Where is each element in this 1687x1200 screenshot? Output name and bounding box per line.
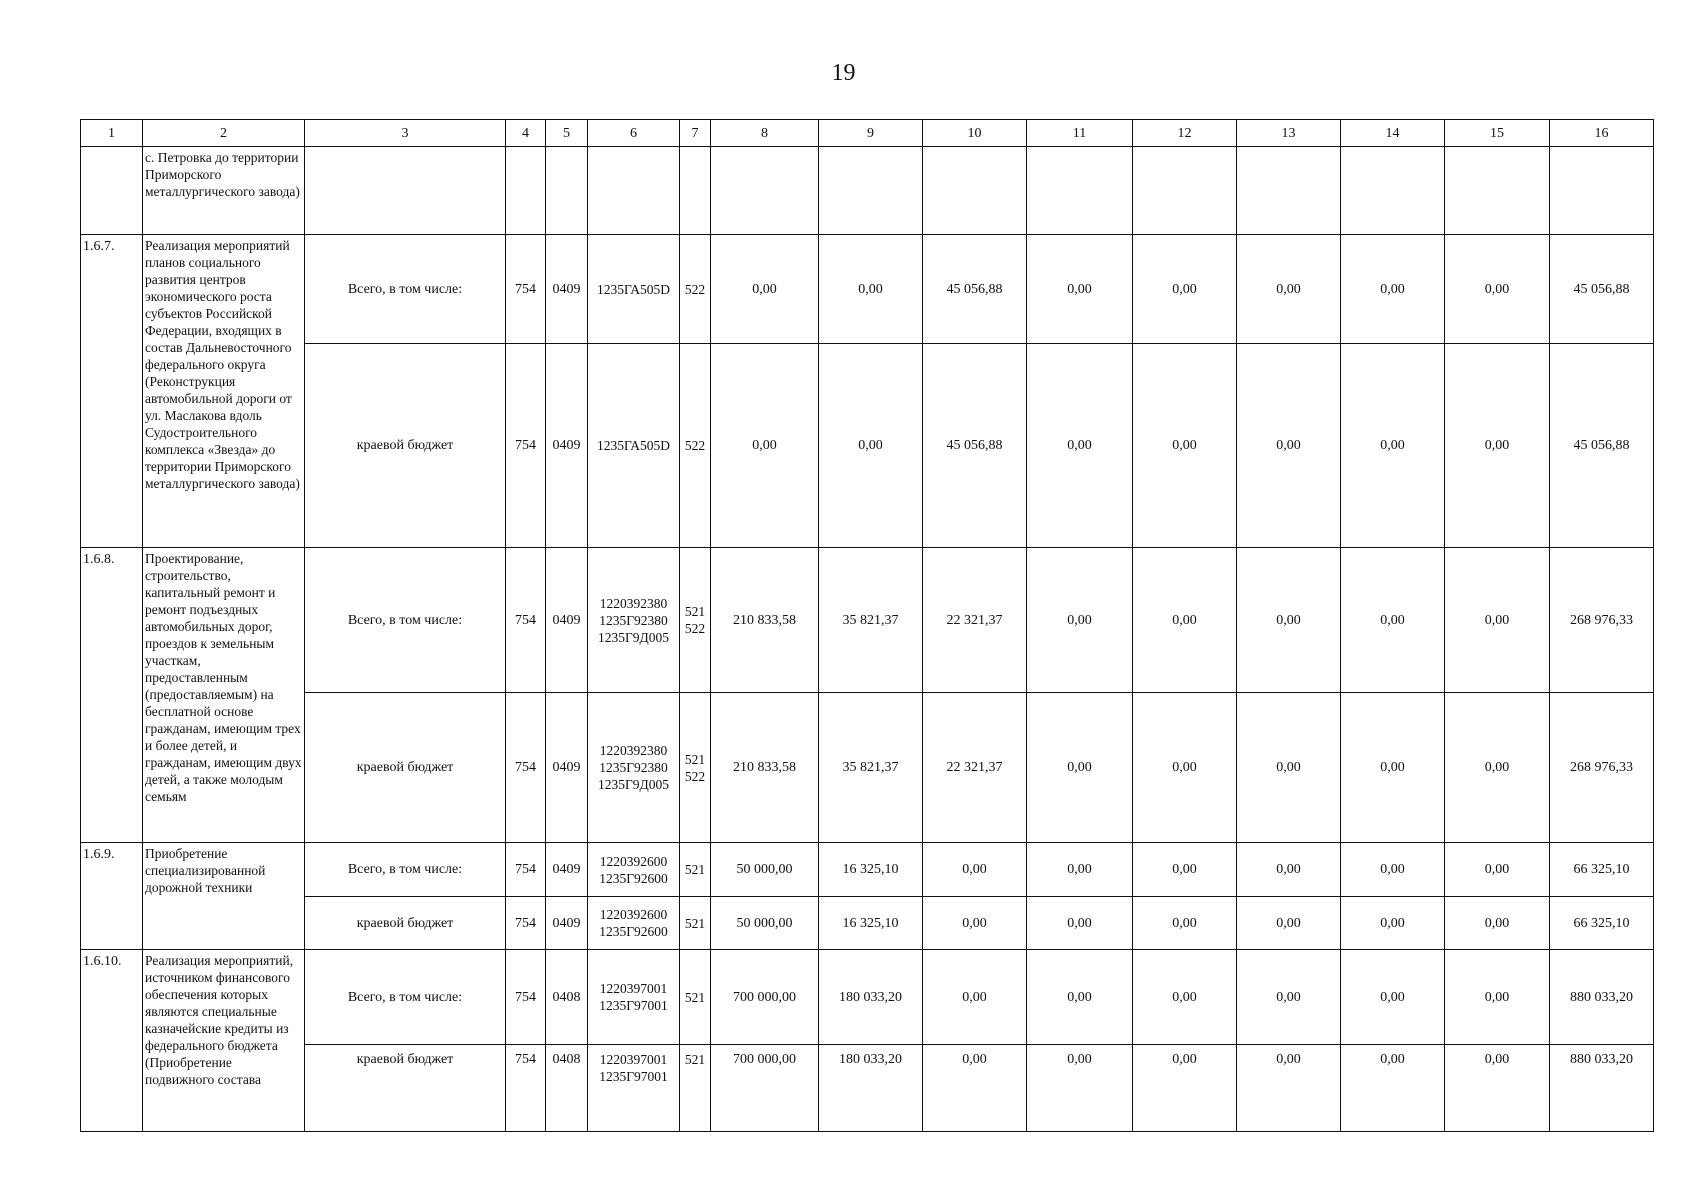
item-description: Проектирование, строительство, капитальный ремонт и ремонт подъездных автомобильных дорог, проездов к земельным участкам, предоставленным (предоставляемым) на бесплатной основе гражданам, имеющим трех и более детей, и гражданам, имеющим двух детей, а также молодым семьям — [143, 548, 305, 843]
amount-cell: 0,00 — [1237, 1045, 1341, 1132]
amount-cell: 16 325,10 — [819, 843, 923, 897]
amount-cell: 45 056,88 — [1550, 344, 1654, 548]
amount-cell: 0,00 — [1133, 235, 1237, 344]
target-article-code: 1220392380 — [599, 743, 668, 758]
column-number: 6 — [588, 120, 680, 147]
column-number: 15 — [1445, 120, 1550, 147]
target-article-code: 1235Г92380 — [599, 760, 668, 775]
amount-cell: 0,00 — [1237, 897, 1341, 950]
amount-cell: 880 033,20 — [1550, 1045, 1654, 1132]
target-article-code: 1220392600 — [599, 853, 668, 869]
column-number: 2 — [143, 120, 305, 147]
amount-cell: 0,00 — [1237, 843, 1341, 897]
funding-source: краевой бюджет — [305, 693, 506, 843]
table-row — [81, 147, 1654, 235]
target-article-code: 1235Г92600 — [599, 870, 668, 886]
amount-cell: 0,00 — [1027, 548, 1133, 693]
amount-cell: 50 000,00 — [711, 897, 819, 950]
empty-cell — [1133, 147, 1237, 235]
column-number: 12 — [1133, 120, 1237, 147]
amount-cell: 0,00 — [1445, 1045, 1550, 1132]
item-number: 1.6.10. — [81, 950, 143, 1132]
item-description: Реализация мероприятий, источником финансового обеспечения которых являются специальные казначейские кредиты из федерального бюджета (Приобретение подвижного состава — [143, 950, 305, 1132]
target-article-code: 1220397001 — [599, 1052, 668, 1067]
amount-cell: 0,00 — [1341, 950, 1445, 1045]
section-code: 0409 — [546, 843, 588, 897]
empty-cell — [1445, 147, 1550, 235]
item-description: Приобретение специализированной дорожной техники — [143, 843, 305, 950]
amount-cell: 268 976,33 — [1550, 693, 1654, 843]
table-row — [81, 235, 1654, 344]
page-number: 19 — [831, 60, 856, 86]
amount-cell: 180 033,20 — [819, 1045, 923, 1132]
column-number: 7 — [680, 120, 711, 147]
column-number: 1 — [81, 120, 143, 147]
expense-type-code: 521 — [684, 989, 706, 1005]
column-number: 9 — [819, 120, 923, 147]
column-number: 8 — [711, 120, 819, 147]
amount-cell: 210 833,58 — [711, 693, 819, 843]
target-article-code: 1235Г97001 — [599, 998, 668, 1013]
expense-type-codes — [680, 344, 711, 548]
amount-cell: 0,00 — [1027, 1045, 1133, 1132]
amount-cell: 16 325,10 — [819, 897, 923, 950]
item-number: 1.6.9. — [81, 843, 143, 950]
target-article-code: 1235Г9Д005 — [597, 629, 669, 645]
section-code: 0409 — [546, 897, 588, 950]
expense-type-code: 521 — [684, 915, 706, 931]
table-row — [81, 897, 1654, 950]
amount-cell: 0,00 — [711, 235, 819, 344]
target-article-codes — [588, 897, 680, 950]
amount-cell: 0,00 — [1027, 344, 1133, 548]
expense-type-codes — [680, 897, 711, 950]
amount-cell: 0,00 — [1237, 548, 1341, 693]
expense-type-code: 521 — [684, 1052, 706, 1067]
funding-source: краевой бюджет — [305, 1045, 506, 1132]
expense-type-codes — [680, 235, 711, 344]
amount-cell: 0,00 — [1341, 235, 1445, 344]
empty-cell — [680, 147, 711, 235]
amount-cell: 0,00 — [1133, 843, 1237, 897]
table-row — [81, 950, 1654, 1045]
amount-cell: 0,00 — [819, 344, 923, 548]
amount-cell: 0,00 — [1237, 950, 1341, 1045]
amount-cell: 0,00 — [711, 344, 819, 548]
amount-cell: 880 033,20 — [1550, 950, 1654, 1045]
amount-cell: 0,00 — [1341, 897, 1445, 950]
expense-type-code: 522 — [684, 438, 706, 453]
amount-cell: 0,00 — [1445, 843, 1550, 897]
expense-type-code: 522 — [684, 281, 706, 297]
amount-cell: 0,00 — [1133, 897, 1237, 950]
column-number: 14 — [1341, 120, 1445, 147]
funding-source: Всего, в том числе: — [305, 235, 506, 344]
ministry-code: 754 — [506, 548, 546, 693]
amount-cell: 66 325,10 — [1550, 843, 1654, 897]
target-article-codes — [588, 548, 680, 693]
target-article-code: 1220397001 — [599, 981, 668, 996]
empty-cell — [588, 147, 680, 235]
amount-cell: 0,00 — [923, 950, 1027, 1045]
amount-cell: 210 833,58 — [711, 548, 819, 693]
amount-cell: 0,00 — [1445, 950, 1550, 1045]
expense-type-code: 521 — [684, 604, 706, 619]
amount-cell: 268 976,33 — [1550, 548, 1654, 693]
target-article-code: 1235Г92600 — [599, 924, 668, 939]
target-article-code: 1235ГА505D — [596, 438, 671, 453]
amount-cell: 35 821,37 — [819, 548, 923, 693]
empty-cell — [1027, 147, 1133, 235]
item-description: с. Петровка до территории Приморского металлургического завода) — [143, 147, 305, 235]
amount-cell: 22 321,37 — [923, 548, 1027, 693]
ministry-code: 754 — [506, 1045, 546, 1132]
section-code: 0408 — [546, 1045, 588, 1132]
target-article-code: 1235ГА505D — [596, 281, 671, 297]
amount-cell: 66 325,10 — [1550, 897, 1654, 950]
amount-cell: 0,00 — [1027, 897, 1133, 950]
target-article-code: 1235Г9Д005 — [597, 777, 669, 792]
amount-cell: 22 321,37 — [923, 693, 1027, 843]
funding-source: краевой бюджет — [305, 897, 506, 950]
amount-cell: 0,00 — [1445, 344, 1550, 548]
column-number: 10 — [923, 120, 1027, 147]
amount-cell: 0,00 — [1237, 344, 1341, 548]
expense-type-code: 522 — [684, 621, 706, 636]
amount-cell: 0,00 — [1341, 1045, 1445, 1132]
column-number: 11 — [1027, 120, 1133, 147]
amount-cell: 45 056,88 — [923, 235, 1027, 344]
amount-cell: 0,00 — [1027, 950, 1133, 1045]
funding-source: Всего, в том числе: — [305, 843, 506, 897]
target-article-codes — [588, 344, 680, 548]
amount-cell: 0,00 — [1341, 344, 1445, 548]
amount-cell: 0,00 — [1445, 693, 1550, 843]
section-code: 0408 — [546, 950, 588, 1045]
column-number: 5 — [546, 120, 588, 147]
ministry-code: 754 — [506, 897, 546, 950]
table-row — [81, 843, 1654, 897]
budget-table — [80, 119, 1654, 1132]
item-description: Реализация мероприятий планов социального развития центров экономического роста субъектов Российской Федерации, входящих в состав Дальневосточного федерального округа (Реконструкция автомобильной дороги от ул. Маслакова вдоль Судостроительного комплекса «Звезда» до территории Приморского металлургического завода) — [143, 235, 305, 548]
ministry-code: 754 — [506, 693, 546, 843]
column-number-row — [81, 120, 1654, 147]
amount-cell: 0,00 — [1133, 344, 1237, 548]
amount-cell: 0,00 — [1027, 235, 1133, 344]
ministry-code: 754 — [506, 843, 546, 897]
empty-cell — [923, 147, 1027, 235]
amount-cell: 0,00 — [1133, 548, 1237, 693]
item-number: 1.6.8. — [81, 548, 143, 843]
target-article-codes — [588, 235, 680, 344]
funding-source: Всего, в том числе: — [305, 950, 506, 1045]
ministry-code: 754 — [506, 950, 546, 1045]
amount-cell: 0,00 — [923, 843, 1027, 897]
empty-cell — [819, 147, 923, 235]
target-article-codes — [588, 950, 680, 1045]
section-code: 0409 — [546, 344, 588, 548]
section-code: 0409 — [546, 548, 588, 693]
amount-cell: 0,00 — [923, 1045, 1027, 1132]
expense-type-codes — [680, 950, 711, 1045]
column-number: 4 — [506, 120, 546, 147]
empty-cell — [1550, 147, 1654, 235]
amount-cell: 0,00 — [1445, 548, 1550, 693]
expense-type-codes — [680, 843, 711, 897]
target-article-code: 1235Г92380 — [599, 612, 668, 628]
table-row — [81, 1045, 1654, 1132]
section-code: 0409 — [546, 693, 588, 843]
item-number-cell — [81, 147, 143, 235]
amount-cell: 0,00 — [1027, 843, 1133, 897]
amount-cell: 45 056,88 — [1550, 235, 1654, 344]
table-row — [81, 548, 1654, 693]
target-article-codes — [588, 693, 680, 843]
amount-cell: 700 000,00 — [711, 950, 819, 1045]
expense-type-code: 521 — [684, 862, 706, 877]
empty-cell — [506, 147, 546, 235]
empty-cell — [1237, 147, 1341, 235]
column-number: 16 — [1550, 120, 1654, 147]
ministry-code: 754 — [506, 235, 546, 344]
amount-cell: 0,00 — [1027, 693, 1133, 843]
amount-cell: 700 000,00 — [711, 1045, 819, 1132]
amount-cell: 0,00 — [1445, 235, 1550, 344]
empty-cell — [305, 147, 506, 235]
section-code: 0409 — [546, 235, 588, 344]
funding-source: Всего, в том числе: — [305, 548, 506, 693]
expense-type-code: 522 — [684, 768, 706, 784]
amount-cell: 45 056,88 — [923, 344, 1027, 548]
empty-cell — [711, 147, 819, 235]
column-number: 3 — [305, 120, 506, 147]
ministry-code: 754 — [506, 344, 546, 548]
funding-source: краевой бюджет — [305, 344, 506, 548]
expense-type-codes — [680, 693, 711, 843]
target-article-code: 1220392380 — [599, 595, 668, 611]
amount-cell: 0,00 — [1133, 693, 1237, 843]
amount-cell: 35 821,37 — [819, 693, 923, 843]
table-row — [81, 693, 1654, 843]
expense-type-codes — [680, 1045, 711, 1132]
amount-cell: 0,00 — [1341, 548, 1445, 693]
amount-cell: 0,00 — [1445, 897, 1550, 950]
target-article-codes — [588, 1045, 680, 1132]
amount-cell: 0,00 — [1237, 235, 1341, 344]
amount-cell: 0,00 — [923, 897, 1027, 950]
amount-cell: 0,00 — [1133, 1045, 1237, 1132]
expense-type-codes — [680, 548, 711, 693]
column-number: 13 — [1237, 120, 1341, 147]
empty-cell — [1341, 147, 1445, 235]
amount-cell: 0,00 — [1341, 693, 1445, 843]
table-row — [81, 344, 1654, 548]
amount-cell: 0,00 — [1237, 693, 1341, 843]
target-article-codes — [588, 843, 680, 897]
empty-cell — [546, 147, 588, 235]
item-number: 1.6.7. — [81, 235, 143, 548]
amount-cell: 0,00 — [1133, 950, 1237, 1045]
amount-cell: 50 000,00 — [711, 843, 819, 897]
target-article-code: 1235Г97001 — [599, 1069, 668, 1084]
expense-type-code: 521 — [684, 751, 706, 767]
amount-cell: 0,00 — [1341, 843, 1445, 897]
target-article-code: 1220392600 — [599, 907, 668, 922]
amount-cell: 180 033,20 — [819, 950, 923, 1045]
amount-cell: 0,00 — [819, 235, 923, 344]
